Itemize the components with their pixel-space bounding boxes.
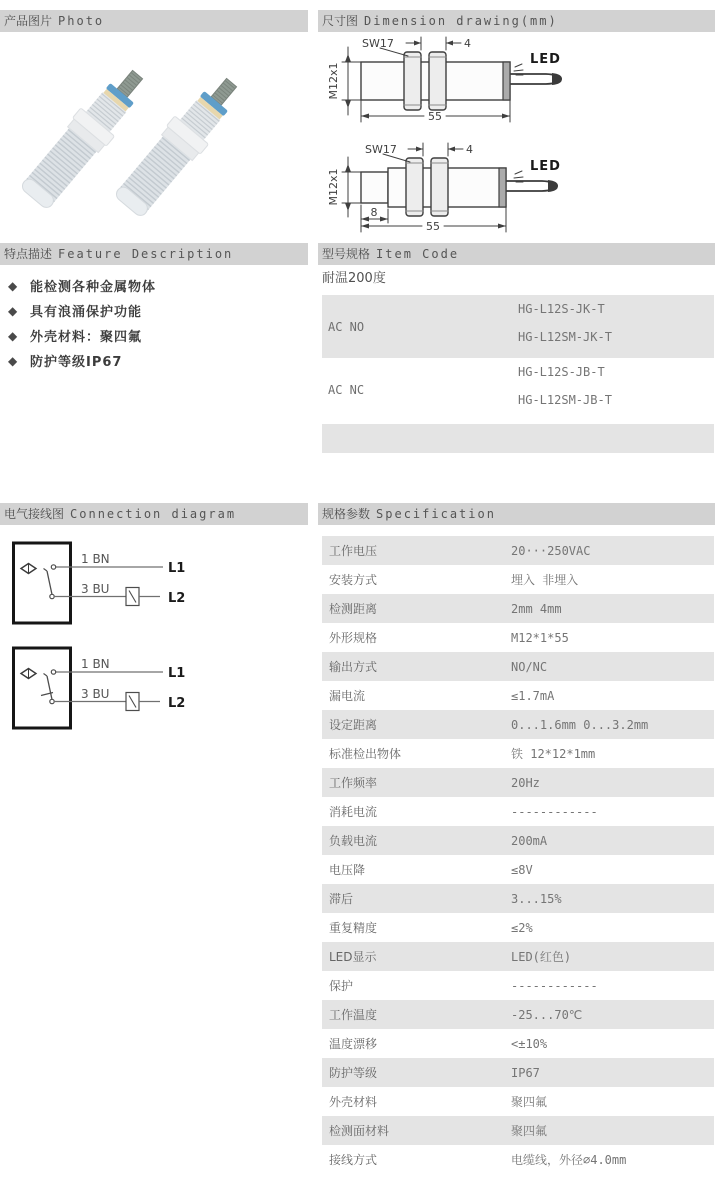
feature-item bbox=[8, 298, 308, 323]
item-code-value: HG-L12SM-JK-T bbox=[518, 330, 612, 344]
spec-value: 铁 12*12*1mm bbox=[511, 747, 596, 761]
spec-value: ≤2% bbox=[511, 920, 533, 935]
spec-row bbox=[322, 797, 714, 826]
dim2-length-label: 55 bbox=[426, 220, 440, 233]
spec-row bbox=[322, 681, 714, 710]
spec-label: 输出方式 bbox=[329, 660, 378, 674]
spec-row bbox=[322, 768, 714, 797]
dimension-drawing-1 bbox=[327, 37, 562, 123]
nc-wire2-label: 3 BU bbox=[81, 687, 110, 701]
specification-title-zh: 规格参数 bbox=[322, 507, 371, 521]
spec-value: ≤1.7mA bbox=[511, 688, 555, 703]
feature-text: 能检测各种金属物体 bbox=[30, 280, 157, 295]
spec-label: 负载电流 bbox=[329, 834, 378, 848]
dim1-length-label: 55 bbox=[428, 110, 442, 123]
photo-section-header bbox=[0, 10, 308, 32]
spec-label: 消耗电流 bbox=[329, 805, 378, 819]
dim1-led-label: LED bbox=[530, 52, 561, 67]
spec-value: 聚四氟 bbox=[511, 1095, 548, 1109]
specification-section-header bbox=[318, 503, 715, 525]
spec-value: IP67 bbox=[511, 1065, 540, 1080]
dimension-title-en: Dimension drawing(mm) bbox=[364, 14, 558, 28]
spec-row bbox=[322, 1087, 714, 1116]
feature-item bbox=[8, 348, 308, 373]
spec-value: 埋入 非埋入 bbox=[511, 573, 579, 587]
spec-row bbox=[322, 565, 714, 594]
spec-label: 防护等级 bbox=[329, 1066, 378, 1080]
feature-text: 外壳材料：聚四氟 bbox=[30, 330, 143, 345]
item-code-type: AC NC bbox=[328, 382, 365, 397]
feature-list bbox=[8, 273, 308, 373]
item-code-title-en: Item Code bbox=[376, 247, 460, 261]
spec-value: LED(红色) bbox=[511, 950, 572, 964]
feature-text: 防护等级IP67 bbox=[30, 355, 123, 370]
spec-row bbox=[322, 884, 714, 913]
no-wire1-label: 1 BN bbox=[81, 552, 110, 566]
spec-value: 0...1.6mm 0...3.2mm bbox=[511, 717, 649, 732]
dim2-wrench-label: SW17 bbox=[365, 143, 397, 156]
spec-label: 外壳材料 bbox=[329, 1095, 378, 1109]
item-code-title-zh: 型号规格 bbox=[322, 247, 371, 261]
feature-text: 具有浪涌保护功能 bbox=[30, 305, 143, 320]
spec-value: 电缆线，外径∅4.0mm bbox=[511, 1153, 627, 1167]
connection-section-header bbox=[0, 503, 308, 525]
spec-label: 工作频率 bbox=[329, 776, 378, 790]
spec-value: 200mA bbox=[511, 833, 548, 848]
spec-row bbox=[322, 623, 714, 652]
nc-line1-label: L1 bbox=[168, 666, 186, 681]
item-code-value: HG-L12S-JK-T bbox=[518, 302, 605, 316]
dim1-thread-label: M12x1 bbox=[327, 62, 340, 100]
spec-row bbox=[322, 855, 714, 884]
feature-item bbox=[8, 273, 308, 298]
spec-label: 漏电流 bbox=[329, 689, 366, 703]
spec-row bbox=[322, 652, 714, 681]
spec-label: LED显示 bbox=[329, 950, 377, 964]
spec-value: ≤8V bbox=[511, 862, 533, 877]
connection-title-zh: 电气接线图 bbox=[4, 507, 65, 521]
dimension-title-zh: 尺寸图 bbox=[322, 14, 359, 28]
item-code-row bbox=[322, 358, 714, 421]
spec-label: 接线方式 bbox=[329, 1153, 378, 1167]
spec-row bbox=[322, 1029, 714, 1058]
dim2-tip-length-label: 8 bbox=[370, 206, 378, 219]
photo-title-zh: 产品图片 bbox=[4, 14, 53, 28]
dimension-section-header bbox=[318, 10, 715, 32]
spec-label: 工作电压 bbox=[329, 544, 378, 558]
item-code-value: HG-L12SM-JB-T bbox=[518, 393, 612, 407]
dim1-wrench-label: SW17 bbox=[362, 37, 394, 50]
nc-wire1-label: 1 BN bbox=[81, 657, 110, 671]
spec-table bbox=[322, 536, 714, 1174]
features-title-zh: 特点描述 bbox=[4, 247, 53, 261]
spec-label: 滞后 bbox=[329, 892, 354, 906]
spec-value: ------------ bbox=[511, 978, 598, 993]
spec-value: 20···250VAC bbox=[511, 543, 591, 558]
no-line1-label: L1 bbox=[168, 561, 186, 576]
product-photo bbox=[3, 50, 253, 228]
connection-diagram-no bbox=[14, 543, 186, 623]
item-code-note: 耐温200度 bbox=[322, 271, 386, 286]
spec-row bbox=[322, 826, 714, 855]
spec-row bbox=[322, 942, 714, 971]
features-title-en: Feature Description bbox=[58, 247, 234, 261]
spec-label: 外形规格 bbox=[329, 631, 378, 645]
spec-value: 20Hz bbox=[511, 775, 540, 790]
spec-label: 电压降 bbox=[329, 863, 366, 877]
dim2-led-label: LED bbox=[530, 159, 561, 174]
no-line2-label: L2 bbox=[168, 591, 186, 606]
item-code-section-header bbox=[318, 243, 715, 265]
spec-value: M12*1*55 bbox=[511, 630, 569, 645]
spec-label: 设定距离 bbox=[329, 718, 378, 732]
connection-title-en: Connection diagram bbox=[70, 507, 237, 521]
item-code-empty-row bbox=[322, 424, 714, 453]
spec-label: 温度漂移 bbox=[329, 1037, 378, 1051]
connection-diagram-nc bbox=[14, 648, 186, 728]
spec-row bbox=[322, 1058, 714, 1087]
item-code-type: AC NO bbox=[328, 319, 365, 334]
specification-title-en: Specification bbox=[376, 507, 496, 521]
item-code-row bbox=[322, 295, 714, 358]
feature-item bbox=[8, 323, 308, 348]
dim2-thread-label: M12x1 bbox=[327, 168, 340, 206]
spec-row bbox=[322, 1000, 714, 1029]
spec-value: -25...70℃ bbox=[511, 1007, 583, 1022]
spec-row bbox=[322, 971, 714, 1000]
spec-row bbox=[322, 913, 714, 942]
spec-row bbox=[322, 739, 714, 768]
spec-value: <±10% bbox=[511, 1036, 548, 1051]
spec-label: 保护 bbox=[329, 979, 354, 993]
spec-value: 3...15% bbox=[511, 891, 562, 906]
features-section-header bbox=[0, 243, 308, 265]
spec-label: 重复精度 bbox=[329, 921, 378, 935]
photo-title-en: Photo bbox=[58, 14, 105, 28]
dimension-drawings bbox=[318, 33, 715, 240]
spec-row bbox=[322, 710, 714, 739]
spec-label: 安装方式 bbox=[329, 573, 378, 587]
spec-label: 检测距离 bbox=[329, 602, 378, 616]
spec-value: ------------ bbox=[511, 804, 598, 819]
dim2-nut-width-label: 4 bbox=[466, 143, 473, 156]
connection-diagrams bbox=[8, 535, 208, 735]
nc-line2-label: L2 bbox=[168, 696, 186, 711]
dim1-nut-width-label: 4 bbox=[464, 37, 471, 50]
diamond-bullet-icon: ◆ bbox=[8, 353, 18, 368]
spec-value: NO/NC bbox=[511, 659, 548, 674]
no-wire2-label: 3 BU bbox=[81, 582, 110, 596]
dimension-drawing-2 bbox=[327, 143, 561, 233]
spec-row bbox=[322, 536, 714, 565]
spec-row bbox=[322, 1116, 714, 1145]
diamond-bullet-icon: ◆ bbox=[8, 328, 18, 343]
spec-value: 聚四氟 bbox=[511, 1124, 548, 1138]
diamond-bullet-icon: ◆ bbox=[8, 278, 18, 293]
spec-row bbox=[322, 594, 714, 623]
spec-row bbox=[322, 1145, 714, 1174]
diamond-bullet-icon: ◆ bbox=[8, 303, 18, 318]
item-code-value: HG-L12S-JB-T bbox=[518, 365, 605, 379]
spec-label: 检测面材料 bbox=[329, 1124, 390, 1138]
spec-label: 工作温度 bbox=[329, 1008, 378, 1022]
spec-label: 标准检出物体 bbox=[329, 747, 402, 761]
spec-value: 2mm 4mm bbox=[511, 601, 562, 616]
